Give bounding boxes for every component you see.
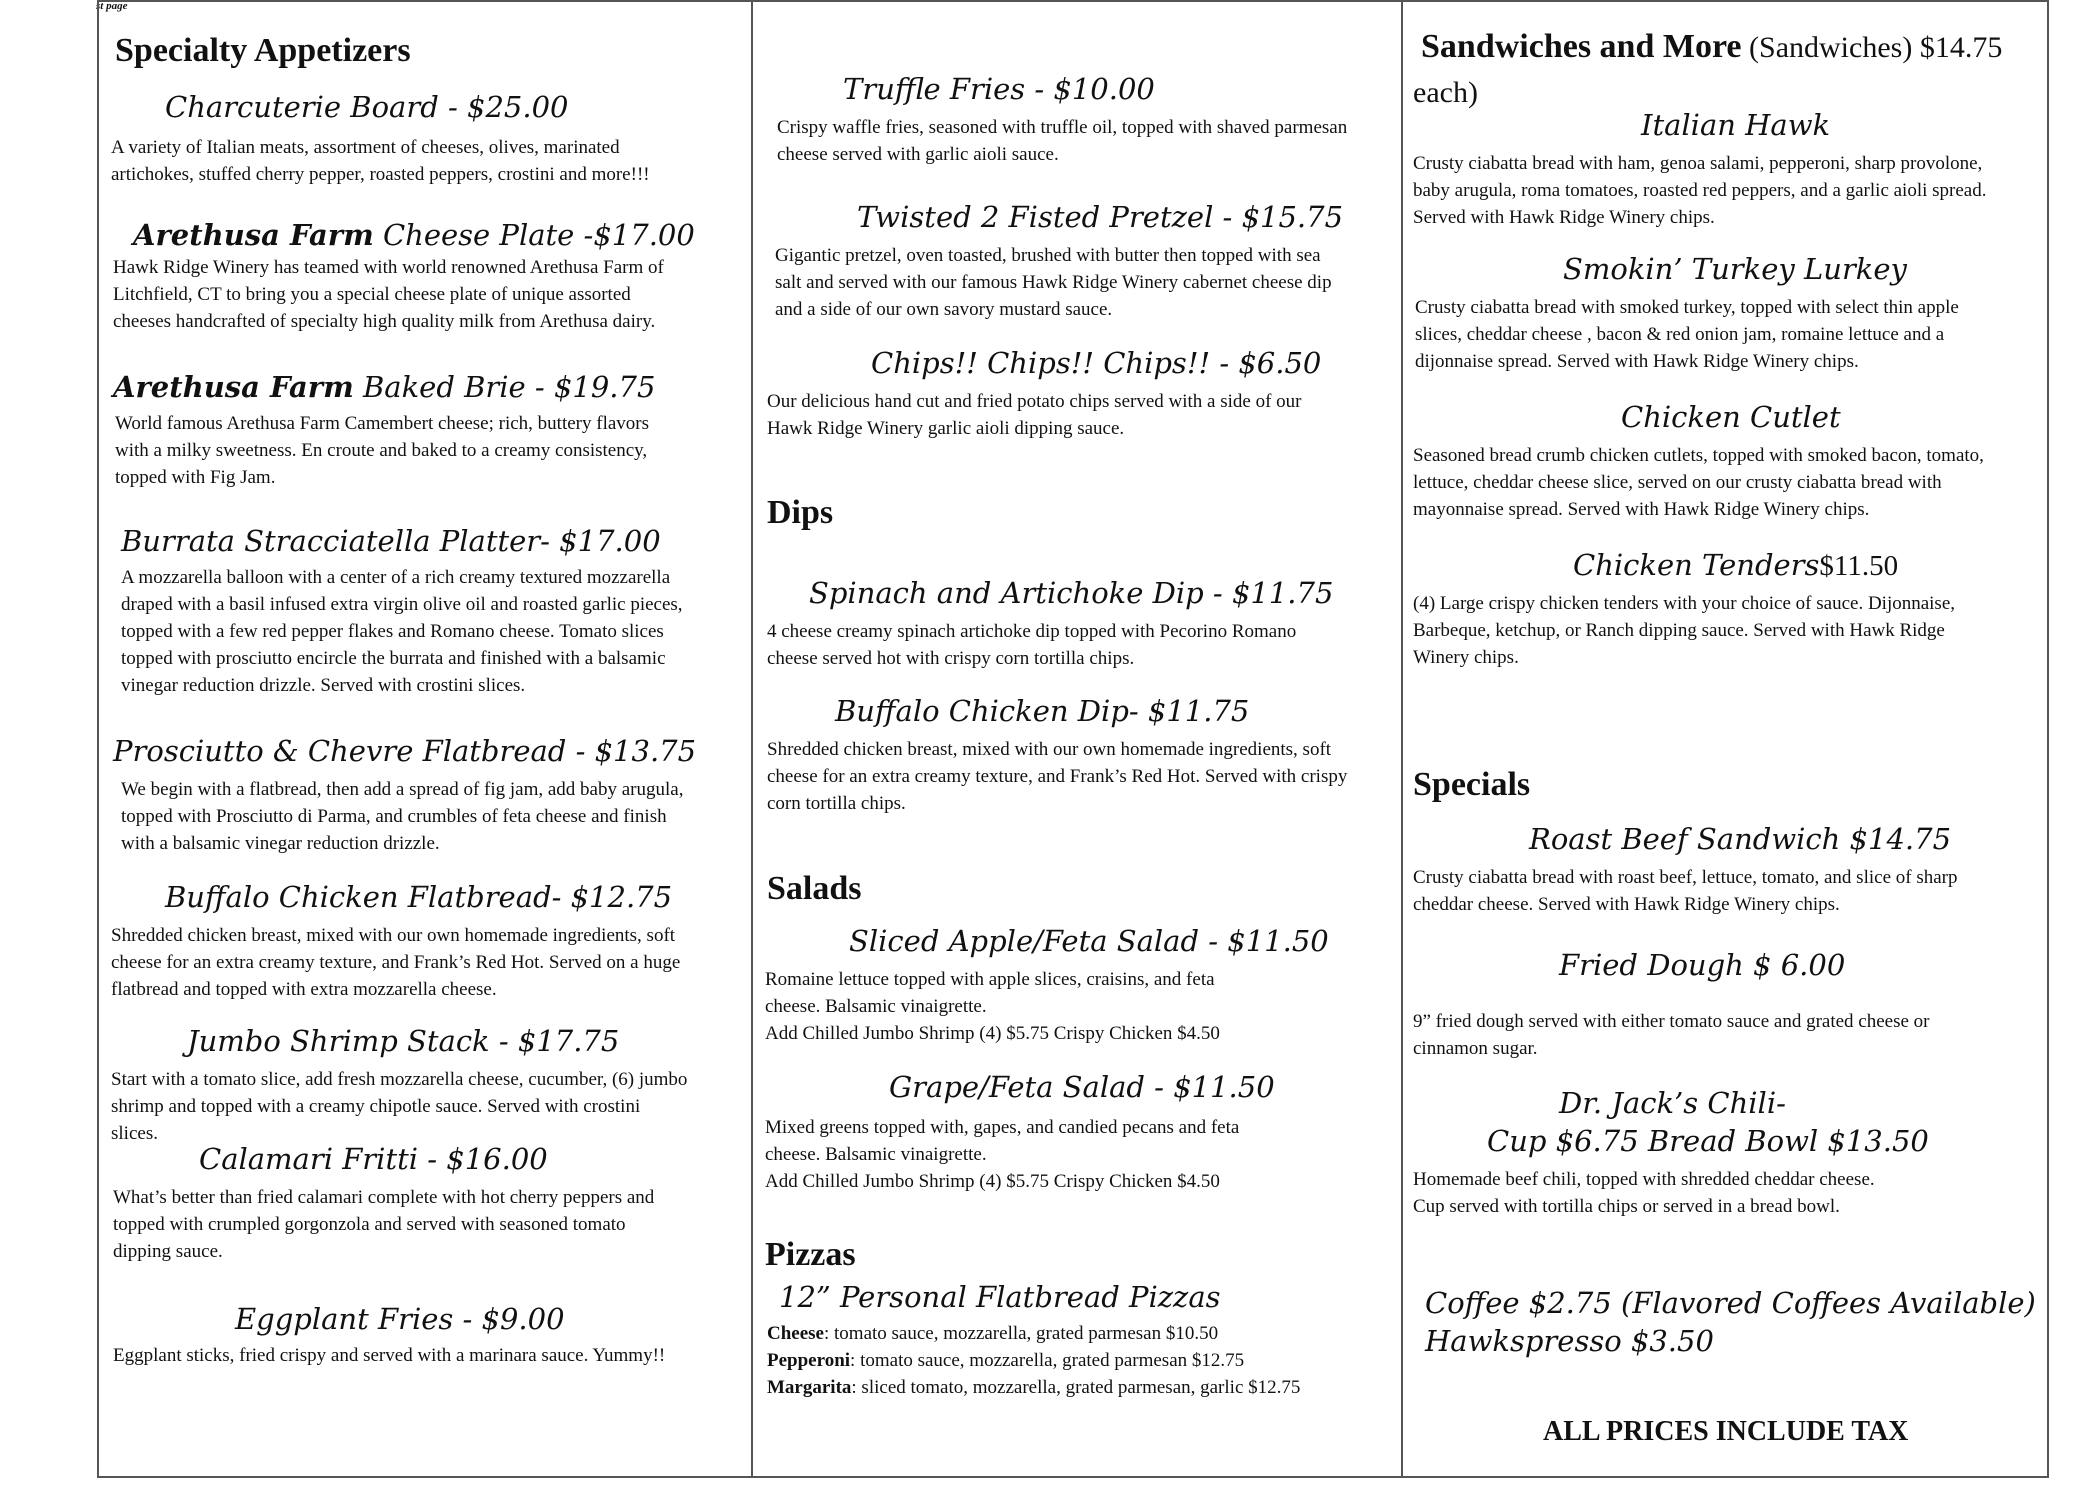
item-burrata-platter: Burrata Stracciatella Platter- $17.00 (121, 524, 661, 558)
item-smokin-turkey: Smokin’ Turkey Lurkey (1563, 252, 1907, 286)
pizza-cheese: Cheese: tomato sauce, mozzarella, grated parmesan $10.50 (767, 1323, 1219, 1344)
item-chicken-cutlet: Chicken Cutlet (1621, 400, 1841, 434)
desc-chicken-tenders: (4) Large crispy chicken tenders with your choice of sauce. Dijonnaise, Barbeque, ketchup, or Ranch dipping sauce. Served with Hawk Ridge Winery chips. (1413, 593, 1956, 668)
pizza-margarita: Margarita: sliced tomato, mozzarella, grated parmesan, garlic $12.75 (767, 1377, 1301, 1398)
desc-arethusa-cheese-plate: Hawk Ridge Winery has teamed with world renowned Arethusa Farm of Litchfield, CT to bring you a special cheese plate of unique assorted cheeses handcrafted of specialty high quality milk from Arethusa dairy. (113, 257, 664, 332)
item-prosciutto-flatbread: Prosciutto & Chevre Flatbread - $13.75 (113, 734, 697, 768)
desc-smokin-turkey: Crusty ciabatta bread with smoked turkey, topped with select thin apple slices, cheddar cheese , bacon & red onion jam, romaine lettuce and a dijonnaise spread. Served with Hawk Ridge Winery chips. (1415, 297, 1959, 372)
desc-charcuterie-board: A variety of Italian meats, assortment of cheeses, olives, marinated artichokes, stuffed cherry pepper, roasted peppers, crostini and more!!! (111, 137, 650, 185)
item-twisted-pretzel: Twisted 2 Fisted Pretzel - $15.75 (857, 200, 1344, 234)
item-jumbo-shrimp-stack: Jumbo Shrimp Stack - $17.75 (187, 1024, 620, 1058)
desc-buffalo-chicken-dip: Shredded chicken breast, mixed with our own homemade ingredients, soft cheese for an extra creamy texture, and Frank’s Red Hot. Served with crispy corn tortilla chips. (767, 739, 1348, 814)
desc-chicken-cutlet: Seasoned bread crumb chicken cutlets, topped with smoked bacon, tomato, lettuce, cheddar cheese slice, served on our crusty ciabatta bread with mayonnaise spread. Served with Hawk Ridge Winery chips. (1413, 445, 1984, 520)
desc-spinach-artichoke-dip: 4 cheese creamy spinach artichoke dip topped with Pecorino Romano cheese served hot with crispy corn tortilla chips. (767, 621, 1297, 669)
item-charcuterie-board: Charcuterie Board - $25.00 (165, 90, 569, 124)
pizza-list (767, 1320, 1300, 1401)
pizza-pepperoni: Pepperoni: tomato sauce, mozzarella, grated parmesan $12.75 (767, 1350, 1245, 1371)
item-calamari-fritti: Calamari Fritti - $16.00 (199, 1142, 548, 1176)
menu-frame (97, 0, 2049, 1478)
desc-twisted-pretzel: Gigantic pretzel, oven toasted, brushed with butter then topped with sea salt and served with our famous Hawk Ridge Winery cabernet cheese dip and a side of our own savory mustard sauce. (775, 245, 1332, 320)
item-arethusa-cheese-plate: Arethusa Farm Cheese Plate -$17.00 (133, 218, 695, 252)
column-sandwiches-specials (1401, 2, 2049, 1476)
desc-italian-hawk: Crusty ciabatta bread with ham, genoa salami, pepperoni, sharp provolone, baby arugula, roma tomatoes, roasted red peppers, and a garlic aioli spread. Served with Hawk Ridge Winery chips. (1413, 153, 1987, 228)
coffee-line: Coffee $2.75 (Flavored Coffees Available) (1425, 1286, 2036, 1320)
item-roast-beef-sandwich: Roast Beef Sandwich $14.75 (1529, 822, 1952, 856)
desc-eggplant-fries: Eggplant sticks, fried crispy and served with a marinara sauce. Yummy!! (113, 1345, 666, 1366)
desc-prosciutto-flatbread: We begin with a flatbread, then add a spread of fig jam, add baby arugula, topped with Prosciutto di Parma, and crumbles of feta cheese and finish with a balsamic vinegar reduction drizzle. (121, 779, 684, 854)
item-chips: Chips!! Chips!! Chips!! - $6.50 (871, 346, 1322, 380)
item-buffalo-chicken-flatbread: Buffalo Chicken Flatbread- $12.75 (165, 880, 673, 914)
desc-arethusa-baked-brie: World famous Arethusa Farm Camembert cheese; rich, buttery flavors with a milky sweetness. En croute and baked to a creamy consistency, topped with Fig Jam. (115, 413, 650, 488)
column-sides-dips-salads-pizzas (751, 2, 1401, 1476)
desc-chips: Our delicious hand cut and fried potato chips served with a side of our Hawk Ridge Winery garlic aioli dipping sauce. (767, 391, 1302, 439)
item-truffle-fries: Truffle Fries - $10.00 (843, 72, 1155, 106)
section-heading-sandwiches: Sandwiches and More (Sandwiches) $14.75 (1421, 28, 2003, 65)
item-grape-feta-salad: Grape/Feta Salad - $11.50 (889, 1070, 1275, 1104)
section-heading-salads: Salads (767, 870, 862, 907)
item-chicken-tenders: Chicken Tenders$11.50 (1573, 548, 1899, 582)
item-fried-dough: Fried Dough $ 6.00 (1559, 948, 1846, 982)
sandwiches-price-note-cont: each) (1413, 76, 1478, 109)
desc-fried-dough: 9” fried dough served with either tomato sauce and grated cheese or cinnamon sugar. (1413, 1011, 1930, 1059)
section-heading-pizzas: Pizzas (765, 1236, 856, 1273)
desc-roast-beef-sandwich: Crusty ciabatta bread with roast beef, lettuce, tomato, and slice of sharp cheddar cheese. Served with Hawk Ridge Winery chips. (1413, 867, 1958, 915)
hawkspresso-line: Hawkspresso $3.50 (1425, 1324, 1714, 1358)
item-italian-hawk: Italian Hawk (1641, 108, 1831, 142)
desc-dr-jacks-chili: Homemade beef chili, topped with shredded cheddar cheese. Cup served with tortilla chips or served in a bread bowl. (1413, 1169, 1875, 1217)
item-spinach-artichoke-dip: Spinach and Artichoke Dip - $11.75 (809, 576, 1334, 610)
item-dr-jacks-chili-prices: Cup $6.75 Bread Bowl $13.50 (1487, 1124, 1929, 1158)
desc-apple-feta-salad: Romaine lettuce topped with apple slices, craisins, and feta cheese. Balsamic vinaigrette. Add Chilled Jumbo Shrimp (4) $5.75 Crispy Chicken $4.50 (765, 969, 1220, 1044)
pizzas-subheading: 12” Personal Flatbread Pizzas (779, 1280, 1221, 1314)
page-corner-label: st page (96, 0, 128, 12)
section-heading-specialty-appetizers: Specialty Appetizers (115, 32, 411, 69)
item-dr-jacks-chili: Dr. Jack’s Chili- (1559, 1086, 1786, 1120)
desc-burrata-platter: A mozzarella balloon with a center of a rich creamy textured mozzarella draped with a basil infused extra virgin olive oil and roasted garlic pieces, topped with a few red pepper flakes and Romano cheese. Tomato slices topped with prosciutto encircle the burrata and finished with a balsamic vinegar reduction drizzle. Served with crostini slices. (121, 567, 683, 696)
desc-truffle-fries: Crispy waffle fries, seasoned with truffle oil, topped with shaved parmesan cheese served with garlic aioli sauce. (777, 117, 1348, 165)
item-apple-feta-salad: Sliced Apple/Feta Salad - $11.50 (849, 924, 1329, 958)
desc-calamari-fritti: What’s better than fried calamari complete with hot cherry peppers and topped with crumpled gorgonzola and served with seasoned tomato dipping sauce. (113, 1187, 655, 1262)
footer-tax-note: ALL PRICES INCLUDE TAX (1543, 1416, 1909, 1447)
column-appetizers (99, 2, 751, 1476)
section-heading-specials: Specials (1413, 766, 1531, 803)
desc-jumbo-shrimp-stack: Start with a tomato slice, add fresh mozzarella cheese, cucumber, (6) jumbo shrimp and topped with a creamy chipotle sauce. Served with crostini slices. (111, 1069, 688, 1144)
sandwiches-price-note: (Sandwiches) $14.75 (1741, 31, 2003, 64)
desc-buffalo-chicken-flatbread: Shredded chicken breast, mixed with our own homemade ingredients, soft cheese for an extra creamy texture, and Frank’s Red Hot. Served on a huge flatbread and topped with extra mozzarella cheese. (111, 925, 681, 1000)
item-buffalo-chicken-dip: Buffalo Chicken Dip- $11.75 (835, 694, 1250, 728)
item-eggplant-fries: Eggplant Fries - $9.00 (235, 1302, 565, 1336)
desc-grape-feta-salad: Mixed greens topped with, gapes, and candied pecans and feta cheese. Balsamic vinaigrette. Add Chilled Jumbo Shrimp (4) $5.75 Crispy Chicken $4.50 (765, 1117, 1240, 1192)
item-arethusa-baked-brie: Arethusa Farm Baked Brie - $19.75 (113, 370, 656, 404)
section-heading-dips: Dips (767, 494, 834, 531)
